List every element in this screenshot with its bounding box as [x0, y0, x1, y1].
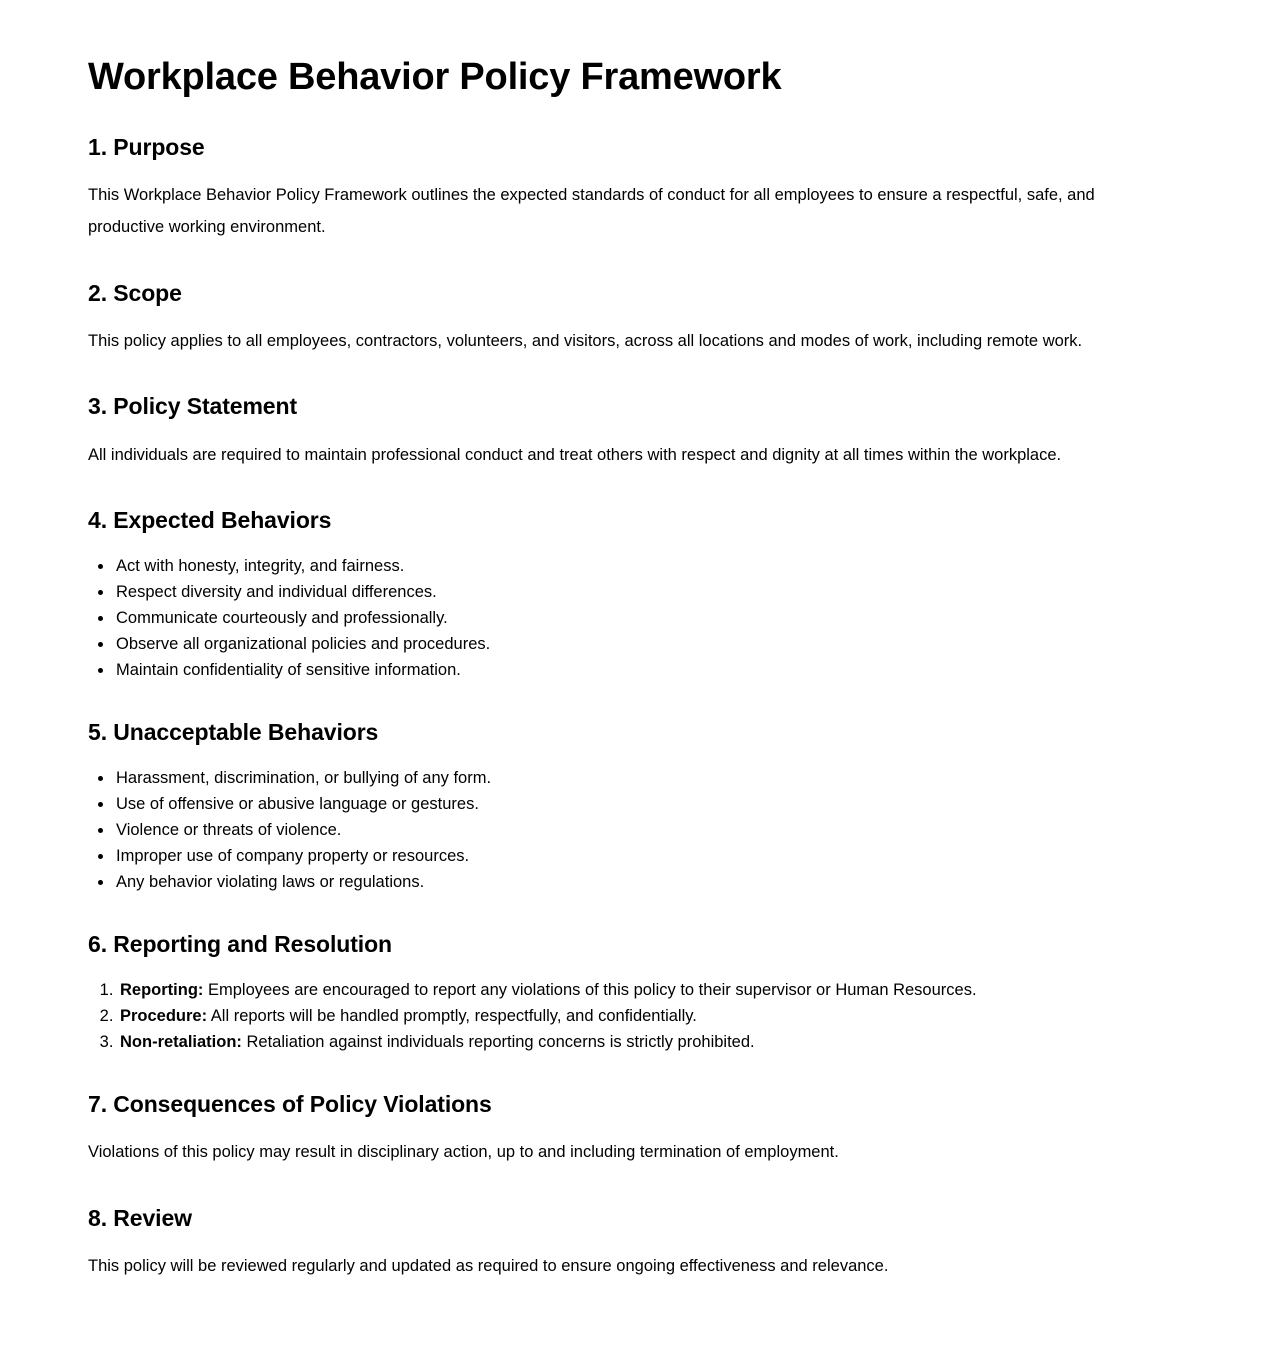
section-paragraph-consequences: Violations of this policy may result in disciplinary action, up to and including termination of employment. — [88, 1143, 839, 1162]
section-paragraph-review: This policy will be reviewed regularly and updated as required to ensure ongoing effectiveness and relevance. — [88, 1257, 889, 1276]
section-heading-consequences: 7. Consequences of Policy Violations — [88, 1090, 492, 1117]
list-item: • Respect diversity and individual differences. — [114, 579, 1190, 605]
list-item-text: Retaliation against individuals reporting concerns is strictly prohibited. — [241, 1032, 755, 1051]
list-item: • Communicate courteously and professionally. — [114, 605, 1190, 631]
list-item: • Act with honesty, integrity, and fairness. — [114, 553, 1190, 579]
section-reporting-resolution — [88, 931, 1190, 1055]
list-item: • Violence or threats of violence. — [114, 817, 1190, 843]
reporting-resolution-list — [88, 977, 1190, 1055]
list-item-label: Reporting: — [120, 980, 204, 999]
list-item — [118, 1003, 1190, 1029]
list-item-label: Procedure: — [120, 1006, 208, 1025]
section-paragraph-scope: This policy applies to all employees, contractors, volunteers, and visitors, across all locations and modes of work, including remote work. — [88, 332, 1083, 351]
section-consequences — [88, 1091, 1190, 1169]
page-title: Workplace Behavior Policy Framework — [88, 56, 782, 98]
section-expected-behaviors — [88, 507, 1190, 683]
section-paragraph-policy-statement: All individuals are required to maintain professional conduct and treat others with respect and dignity at all times within the workplace. — [88, 445, 1062, 464]
section-policy-statement — [88, 393, 1190, 471]
list-item — [118, 1029, 1190, 1055]
list-item: • Any behavior violating laws or regulations. — [114, 869, 1190, 895]
list-item: • Maintain confidentiality of sensitive information. — [114, 657, 1190, 683]
section-heading-scope: 2. Scope — [88, 279, 182, 306]
unacceptable-behaviors-list — [88, 765, 1190, 895]
list-item: • Harassment, discrimination, or bullying of any form. — [114, 765, 1190, 791]
list-item — [118, 977, 1190, 1003]
list-item: • Use of offensive or abusive language or gestures. — [114, 791, 1190, 817]
section-unacceptable-behaviors — [88, 719, 1190, 895]
list-item-text: Employees are encouraged to report any violations of this policy to their supervisor or Human Resources. — [203, 980, 977, 999]
section-heading-expected-behaviors: 4. Expected Behaviors — [88, 507, 332, 534]
section-purpose — [88, 134, 1190, 244]
section-heading-purpose: 1. Purpose — [88, 133, 205, 160]
list-item: • Observe all organizational policies and procedures. — [114, 631, 1190, 657]
section-scope — [88, 280, 1190, 358]
list-item: • Improper use of company property or resources. — [114, 843, 1190, 869]
list-item-text: All reports will be handled promptly, respectfully, and confidentially. — [207, 1006, 697, 1025]
section-heading-unacceptable-behaviors: 5. Unacceptable Behaviors — [88, 719, 379, 746]
section-heading-reporting-resolution: 6. Reporting and Resolution — [88, 930, 392, 957]
list-item-label: Non-retaliation: — [120, 1032, 242, 1051]
section-heading-review: 8. Review — [88, 1204, 192, 1231]
expected-behaviors-list — [88, 553, 1190, 683]
section-heading-policy-statement: 3. Policy Statement — [88, 393, 298, 420]
section-review — [88, 1205, 1190, 1283]
section-paragraph-purpose: This Workplace Behavior Policy Framework outlines the expected standards of conduct for all employees to ensure a respectful, safe, and productive working environment. — [88, 186, 1095, 237]
